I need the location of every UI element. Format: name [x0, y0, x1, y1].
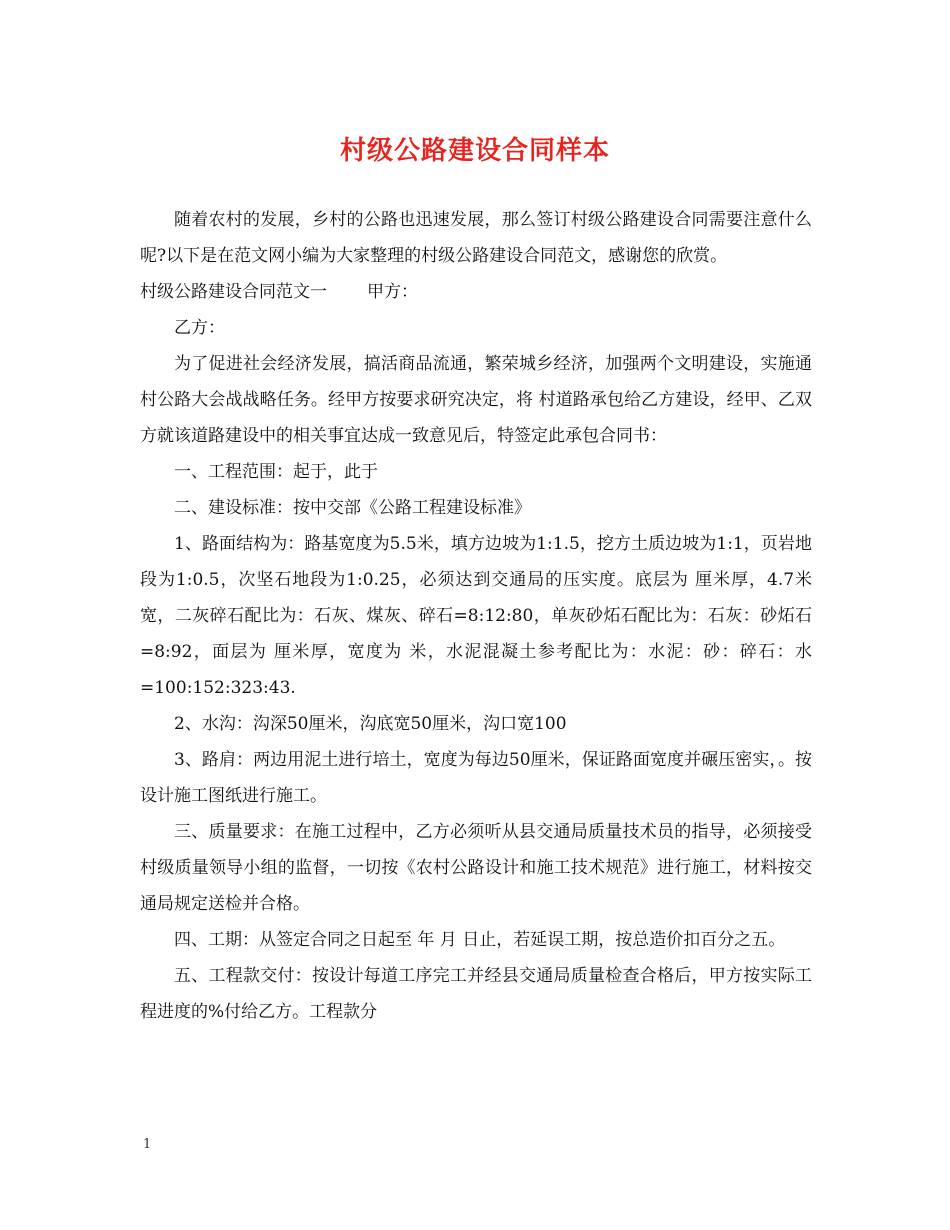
- document-title: 村级公路建设合同样本: [339, 136, 610, 166]
- intro-paragraph: 随着农村的发展，乡村的公路也迅速发展，那么签订村级公路建设合同需要注意什么呢?以下是在范文网小编为大家整理的村级公路建设合同范文，感谢您的欣赏。: [140, 210, 812, 266]
- document-body: [140, 202, 812, 1030]
- clause-2-3: 3、路肩：两边用泥土进行培土，宽度为每边50厘米，保证路面宽度并碾压密实，。按设计施工图纸进行施工。: [140, 750, 812, 806]
- page-number: 1: [143, 1137, 152, 1152]
- party-b-label: 乙方：: [174, 318, 225, 338]
- clause-1: 一、工程范围：起于，此于: [174, 462, 378, 482]
- clause-4: 四、工期：从签定合同之日起至 年 月 日止，若延误工期，按总造价扣百分之五。: [174, 930, 786, 950]
- clause-5: 五、工程款交付：按设计每道工序完工并经县交通局质量检查合格后，甲方按实际工程进度的%付给乙方。工程款分: [140, 966, 812, 1022]
- preamble-paragraph: 为了促进社会经济发展，搞活商品流通，繁荣城乡经济，加强两个文明建设，实施通村公路大会战战略任务。经甲方按要求研究决定，将 村道路承包给乙方建设，经甲、乙双方就该道路建设中的相关事宜达成一致意见后，特签定此承包合同书：: [140, 354, 812, 446]
- sample-heading-line: [140, 274, 812, 310]
- clause-2-1: 1、路面结构为：路基宽度为5.5米，填方边坡为1:1.5，挖方土质边坡为1:1，页岩地段为1:0.5，次坚石地段为1:0.25，必须达到交通局的压实度。底层为 厘米厚，4.7米宽，二灰碎石配比为：石灰、煤灰、碎石=8:12:80，单灰砂炻石配比为：石灰：砂炻石=8:92，面层为 厘米厚，宽度为 米，水泥混凝土参考配比为：水泥：砂：碎石：水=100:152:323:43.: [140, 534, 812, 698]
- clause-3: 三、质量要求：在施工过程中，乙方必须听从县交通局质量技术员的指导，必须接受村级质量领导小组的监督，一切按《农村公路设计和施工技术规范》进行施工，材料按交通局规定送检并合格。: [140, 822, 812, 914]
- party-a-label: 甲方：: [367, 282, 418, 302]
- sample-heading: 村级公路建设合同范文一: [140, 282, 327, 302]
- clause-2-2: 2、水沟：沟深50厘米，沟底宽50厘米，沟口宽100: [174, 714, 567, 734]
- clause-2: 二、建设标准：按中交部《公路工程建设标准》: [174, 498, 531, 518]
